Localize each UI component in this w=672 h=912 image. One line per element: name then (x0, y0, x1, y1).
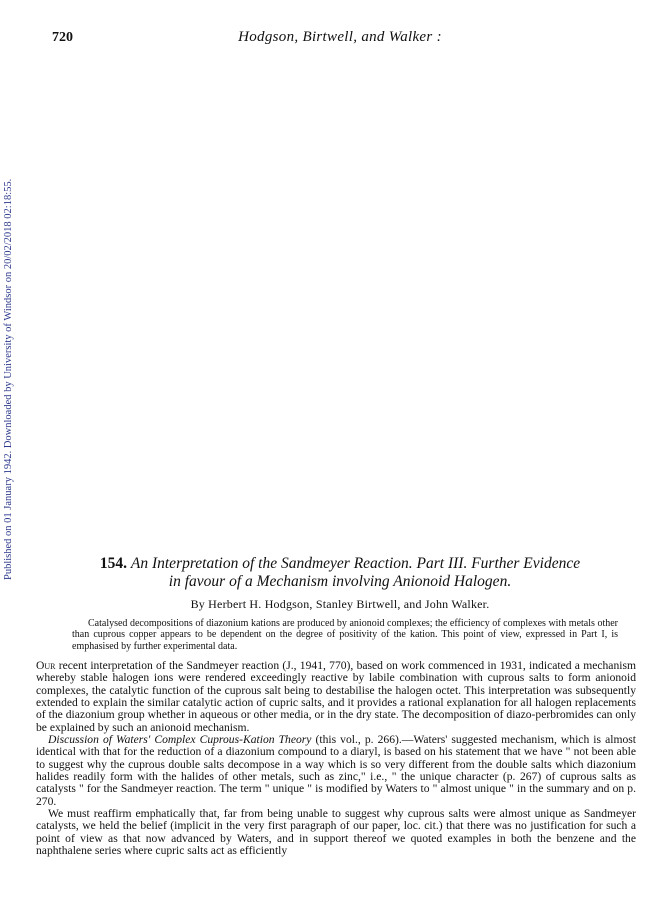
title-text-1: An Interpretation of the Sandmeyer Reaction. Part III. Further Evidence (130, 555, 581, 572)
running-head: Hodgson, Birtwell, and Walker : (238, 29, 442, 45)
article-title (50, 555, 630, 591)
section-heading: Discussion of Waters' Complex Cuprous-Kation Theory (48, 733, 312, 747)
paragraph-2-text: (this vol., p. 266).—Waters' suggested mechanism, which is almost identical with that for the reduction of a diazonium compound to a diaryl, is based on his statement that we have " not been able to suggest why the cuprous double salts decompose in a way which is so very different from the double salts which diazonium halides readily form with the halides of other metals, such as zinc," i.e., " the unique character (p. 267) of cuprous salts as catalysts " for the Sandmeyer reaction. The term " unique " is modified by Waters to " almost unique " in the summary and on p. 270. (36, 733, 637, 808)
title-line-1 (50, 555, 630, 573)
body-text (36, 660, 636, 858)
paragraph-1 (36, 660, 636, 734)
paragraph-3: We must reaffirm emphatically that, far from being unable to suggest why cuprous salts were almost unique as Sandmeyer catalysts, we held the belief (implicit in the very first paragraph of our paper, loc. cit.) that there was no justification for such a point of view as that now advanced by Waters, and in support thereof we quoted examples in both the benzene and the naphthalene series where cupric salts act as efficiently (36, 807, 636, 858)
page-number: 720 (52, 30, 73, 45)
abstract: Catalysed decompositions of diazonium kations are produced by anionoid complexes; the efficiency of complexes with metals other than cuprous copper appears to be dependent on the degree of positivity of the kation. This point of view, expressed in Part I, is emphasised by further experimental data. (72, 618, 618, 652)
paragraph-1-text: recent interpretation of the Sandmeyer reaction (J., 1941, 770), based on work commenced in 1931, indicated a mechanism whereby stable halogen ions were rendered exceedingly reactive by labile combination with cuprous salts to form anionoid complexes, the catalytic function of the cuprous salt being to destabilise the halogen octet. This interpretation was subsequently extended to explain the similar catalytic action of cupric salts, and it provides a rational explanation for all halogen replacements of the diazonium group whether in aqueous or other media, or in the dry state. The decomposition of diazo-perbromides can only be explained by such an anionoid mechanism. (36, 659, 636, 734)
paragraph-1-lead: Our (36, 659, 56, 672)
download-watermark: Published on 01 January 1942. Downloaded by University of Windsor on 20/02/2018 02:18:55. (3, 178, 14, 580)
title-line-2: in favour of a Mechanism involving Anionoid Halogen. (168, 573, 512, 590)
article-number: 154. (99, 555, 127, 572)
paragraph-2 (36, 734, 636, 808)
author-line: By Herbert H. Hodgson, Stanley Birtwell, and John Walker. (190, 597, 490, 611)
